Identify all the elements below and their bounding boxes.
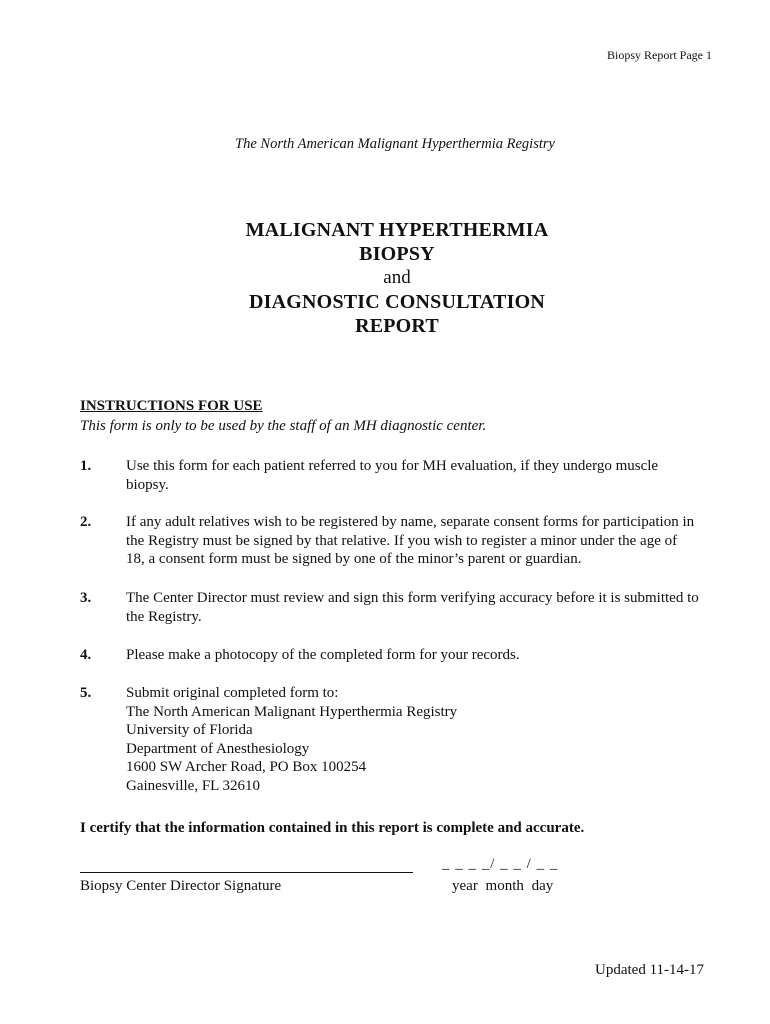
item-text-line: biopsy.	[126, 476, 169, 493]
registry-name: The North American Malignant Hyperthermia Registry	[235, 136, 555, 152]
mailing-address-line: 1600 SW Archer Road, PO Box 100254	[126, 759, 367, 775]
instructions-heading: INSTRUCTIONS FOR USE	[80, 398, 263, 414]
date-field[interactable]: _ _ _ _/ _ _ / _ _	[442, 856, 559, 872]
updated-date: Updated 11-14-17	[595, 962, 704, 978]
instruction-item-4	[80, 646, 710, 665]
instructions-note: This form is only to be used by the staff of an MH diagnostic center.	[80, 418, 487, 434]
item-text-line: Please make a photocopy of the completed form for your records.	[126, 647, 520, 663]
item-text-line: If any adult relatives wish to be registered by name, separate consent forms for participation in	[126, 514, 695, 530]
instruction-item-2	[80, 513, 710, 569]
mailing-address-line: Department of Anesthesiology	[126, 740, 310, 757]
item-text-line: the Registry.	[126, 608, 202, 625]
title-line-3: and	[383, 267, 411, 288]
title-line-2: BIOPSY	[359, 243, 435, 265]
item-text-line: 18, a consent form must be signed by one of the minor’s parent or guardian.	[126, 551, 582, 567]
signature-line[interactable]	[80, 872, 413, 873]
title-line-5: REPORT	[355, 315, 439, 337]
item-number: 4.	[80, 647, 92, 663]
title-line-4: DIAGNOSTIC CONSULTATION	[249, 291, 545, 313]
mailing-address-line: The North American Malignant Hyperthermia Registry	[126, 703, 458, 720]
mailing-address-line: Gainesville, FL 32610	[126, 777, 261, 794]
item-number: 5.	[80, 685, 92, 701]
item-number: 3.	[80, 590, 92, 606]
mailing-address-line: University of Florida	[126, 722, 253, 738]
date-label: year month day	[452, 878, 554, 894]
instruction-item-5	[80, 684, 710, 795]
item-text-line: The Center Director must review and sign this form verifying accuracy before it is submitted to	[126, 590, 699, 606]
report-title	[0, 218, 770, 338]
signature-label: Biopsy Center Director Signature	[80, 878, 282, 894]
item-number: 2.	[80, 514, 92, 530]
instruction-item-3	[80, 589, 710, 626]
instruction-item-1	[80, 457, 710, 494]
title-line-1: MALIGNANT HYPERTHERMIA	[245, 219, 549, 241]
page-number-label: Biopsy Report Page 1	[607, 48, 712, 62]
certification-statement: I certify that the information contained in this report is complete and accurate.	[80, 820, 585, 836]
item-number: 1.	[80, 458, 92, 474]
item-text-line: Submit original completed form to:	[126, 685, 339, 701]
item-text-line: Use this form for each patient referred to you for MH evaluation, if they undergo muscle	[126, 458, 659, 474]
item-text-line: the Registry must be signed by that relative. If you wish to register a minor under the age of	[126, 532, 678, 549]
